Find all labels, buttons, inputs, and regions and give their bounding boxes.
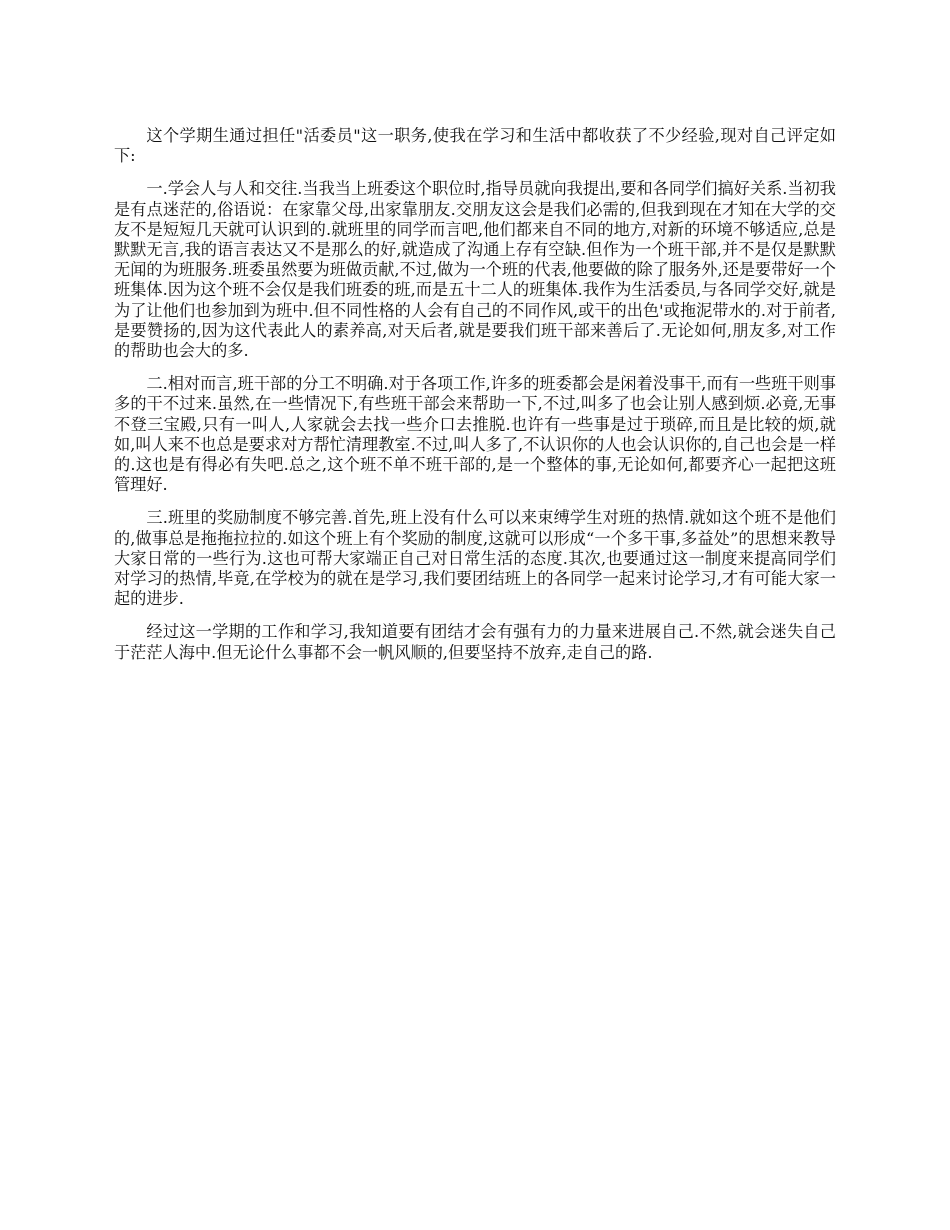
section-one-paragraph: 一.学会人与人和交往.当我当上班委这个职位时,指导员就向我提出,要和各同学们搞好关系.当初我是有点迷茫的,俗语说：在家靠父母,出家靠朋友.交朋友这会是我们必需的,但我到现在才知在大学的交友不是短短几天就可认识到的.就班里的同学而言吧,他们都来自不同的地方,对新的环境不够适应,总是默默无言,我的语言表达又不是那么的好,就造成了沟通上存有空缺.但作为一个班干部,并不是仅是默默无闻的为班服务.班委虽然要为班做贡献,不过,做为一个班的代表,他要做的除了服务外,还是要带好一个班集体.因为这个班不会仅是我们班委的班,而是五十二人的班集体.我作为生活委员,与各同学交好,就是为了让他们也参加到为班中.但不同性格的人会有自己的不同作风,或干的出色'或拖泥带水的.对于前者,是要赞扬的,因为这代表此人的素养高,对天后者,就是要我们班干部来善后了.无论如何,朋友多,对工作的帮助也会大的多. [114, 179, 836, 361]
section-two-paragraph: 二.相对而言,班干部的分工不明确.对于各项工作,许多的班委都会是闲着没事干,而有一些班干则事多的干不过来.虽然,在一些情况下,有些班干部会来帮助一下,不过,叫多了也会让别人感到烦.必竟,无事不登三宝殿,只有一叫人,人家就会去找一些介口去推脱.也许有一些事是过于琐碎,而且是比较的烦,就如,叫人来不也总是要求对方帮忙清理教室.不过,叫人多了,不认识你的人也会认识你的,自己也会是一样的.这也是有得必有失吧.总之,这个班不单不班干部的,是一个整体的事,无论如何,都要齐心一起把这班管理好. [114, 374, 836, 495]
section-three-paragraph: 三.班里的奖励制度不够完善.首先,班上没有什么可以来束缚学生对班的热情.就如这个班不是他们的,做事总是拖拖拉拉的.如这个班上有个奖励的制度,这就可以形成“一个多干事,多益处”的思想来教导大家日常的一些行为.这也可帮大家端正自己对日常生活的态度.其次,也要通过这一制度来提高同学们对学习的热情,毕竟,在学校为的就在是学习,我们要团结班上的各同学一起来讨论学习,才有可能大家一起的进步. [114, 508, 836, 609]
intro-paragraph: 这个学期生通过担任"活委员"这一职务,使我在学习和生活中都收获了不少经验,现对自己评定如下: [114, 126, 836, 166]
document-body [114, 126, 836, 676]
conclusion-paragraph: 经过这一学期的工作和学习,我知道要有团结才会有强有力的力量来进展自己.不然,就会迷失自己于茫茫人海中.但无论什么事都不会一帆风顺的,但要坚持不放弃,走自己的路. [114, 622, 836, 662]
